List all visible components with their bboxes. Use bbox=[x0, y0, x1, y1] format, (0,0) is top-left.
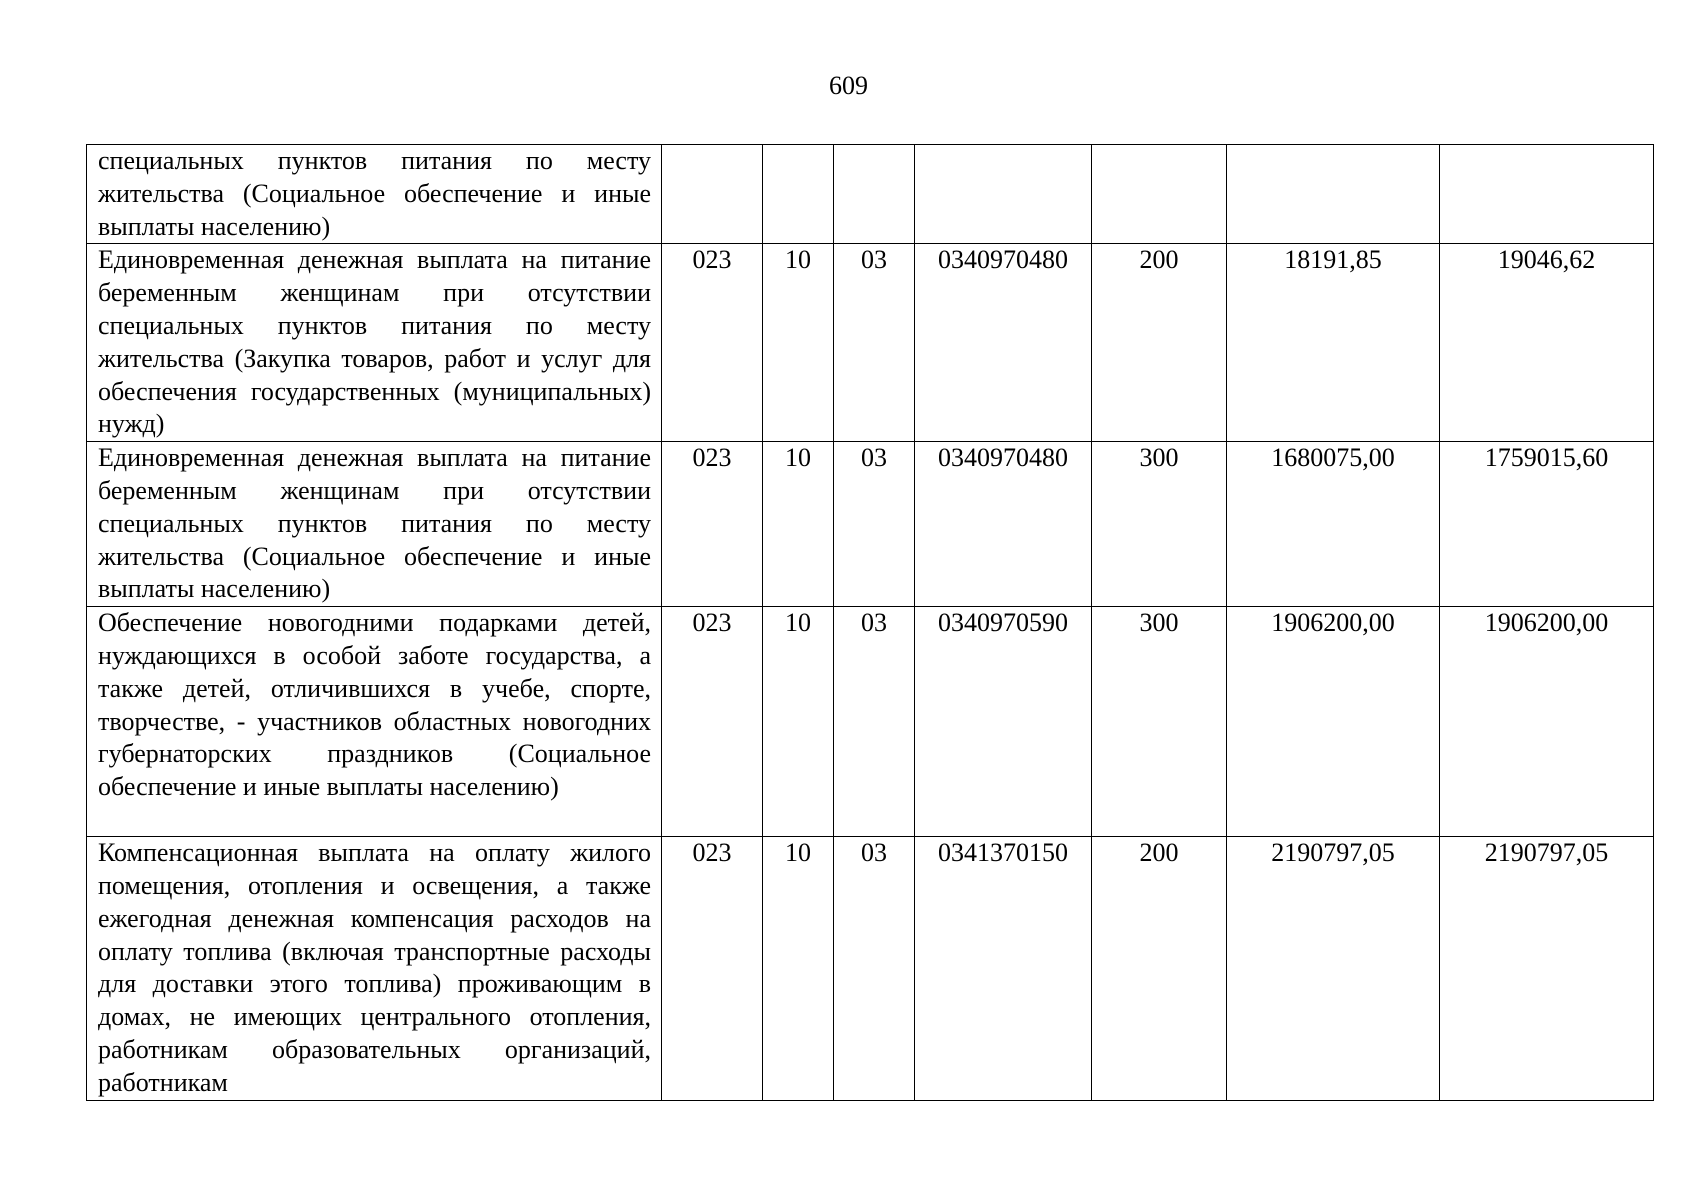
subsection-code: 03 bbox=[834, 607, 915, 837]
section-code bbox=[763, 145, 834, 244]
subsection-code: 03 bbox=[834, 244, 915, 442]
row-description: Единовременная денежная выплата на питание беременным женщинам при отсутствии специальных пунктов питания по месту жительства (Закупка товаров, работ и услуг для обеспечения государственных (муниципальных) нужд) bbox=[87, 244, 662, 442]
amount-2: 1759015,60 bbox=[1440, 442, 1654, 607]
section-code: 10 bbox=[763, 442, 834, 607]
target-article-code: 0340970480 bbox=[915, 442, 1092, 607]
row-description: Обеспечение новогодними подарками детей, нуждающихся в особой заботе государства, а также детей, отличившихся в учебе, спорте, творчестве, - участников областных новогодних губернаторских праздников (Социальное обеспечение и иные выплаты населению) bbox=[87, 607, 662, 837]
ministry-code bbox=[662, 145, 763, 244]
amount-1: 1680075,00 bbox=[1227, 442, 1440, 607]
section-code: 10 bbox=[763, 244, 834, 442]
amount-1: 1906200,00 bbox=[1227, 607, 1440, 837]
amount-1: 2190797,05 bbox=[1227, 837, 1440, 1100]
table-row bbox=[87, 244, 1654, 442]
page-number: 609 bbox=[829, 71, 868, 100]
budget-table bbox=[86, 144, 1654, 1101]
subsection-code bbox=[834, 145, 915, 244]
amount-1: 18191,85 bbox=[1227, 244, 1440, 442]
expense-type-code: 300 bbox=[1092, 442, 1227, 607]
expense-type-code: 200 bbox=[1092, 244, 1227, 442]
target-article-code bbox=[915, 145, 1092, 244]
section-code: 10 bbox=[763, 607, 834, 837]
subsection-code: 03 bbox=[834, 442, 915, 607]
table-row bbox=[87, 607, 1654, 837]
row-description: Единовременная денежная выплата на питание беременным женщинам при отсутствии специальных пунктов питания по месту жительства (Социальное обеспечение и иные выплаты населению) bbox=[87, 442, 662, 607]
ministry-code: 023 bbox=[662, 442, 763, 607]
table-row bbox=[87, 442, 1654, 607]
ministry-code: 023 bbox=[662, 607, 763, 837]
amount-1 bbox=[1227, 145, 1440, 244]
expense-type-code: 300 bbox=[1092, 607, 1227, 837]
amount-2: 1906200,00 bbox=[1440, 607, 1654, 837]
expense-type-code bbox=[1092, 145, 1227, 244]
amount-2 bbox=[1440, 145, 1654, 244]
target-article-code: 0340970480 bbox=[915, 244, 1092, 442]
table-row bbox=[87, 145, 1654, 244]
subsection-code: 03 bbox=[834, 837, 915, 1100]
section-code: 10 bbox=[763, 837, 834, 1100]
target-article-code: 0341370150 bbox=[915, 837, 1092, 1100]
row-description: специальных пунктов питания по месту жительства (Социальное обеспечение и иные выплаты населению) bbox=[87, 145, 662, 244]
amount-2: 19046,62 bbox=[1440, 244, 1654, 442]
ministry-code: 023 bbox=[662, 837, 763, 1100]
row-description: Компенсационная выплата на оплату жилого помещения, отопления и освещения, а также ежегодная денежная компенсация расходов на оплату топлива (включая транспортные расходы для доставки этого топлива) проживающим в домах, не имеющих центрального отопления, работникам образовательных организаций, работникам bbox=[87, 837, 662, 1100]
expense-type-code: 200 bbox=[1092, 837, 1227, 1100]
table-row bbox=[87, 837, 1654, 1100]
target-article-code: 0340970590 bbox=[915, 607, 1092, 837]
amount-2: 2190797,05 bbox=[1440, 837, 1654, 1100]
ministry-code: 023 bbox=[662, 244, 763, 442]
